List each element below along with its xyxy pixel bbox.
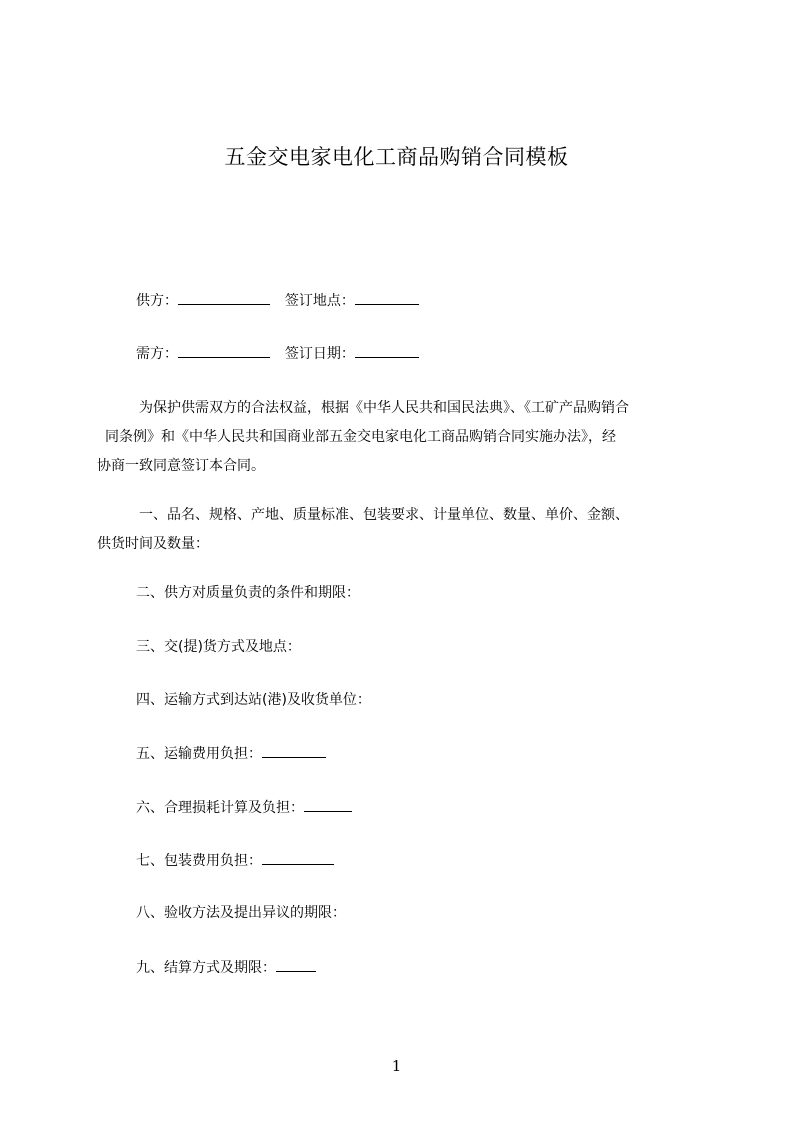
sign-date-blank <box>355 343 419 358</box>
preamble-paragraph <box>97 394 709 481</box>
clause-4-text: 四、运输方式到达站(港)及收货单位： <box>136 692 371 708</box>
supplier-line <box>136 290 419 311</box>
clause-9-blank <box>276 957 316 972</box>
clause-9 <box>136 957 316 978</box>
buyer-line <box>136 343 419 364</box>
clause-2 <box>136 583 360 603</box>
clause-9-text: 九、结算方式及期限： <box>136 960 276 976</box>
clause-8-text: 八、验收方法及提出异议的期限： <box>136 905 346 921</box>
clause-5-text: 五、运输费用负担： <box>136 746 262 762</box>
sign-place-label: 签订地点： <box>284 293 355 309</box>
clause-4 <box>136 690 371 710</box>
clause-7 <box>136 850 334 871</box>
clause-3 <box>136 637 301 657</box>
clause-6-blank <box>304 797 352 812</box>
clause-6-text: 六、合理损耗计算及负担： <box>136 800 304 816</box>
preamble-line-3: 协商一致同意签订本合同。 <box>97 458 265 474</box>
sign-place-blank <box>355 290 419 305</box>
clause-6 <box>136 797 352 818</box>
sign-date-label: 签订日期： <box>284 346 355 362</box>
clause-5 <box>136 743 326 764</box>
clause-2-text: 二、供方对质量负责的条件和期限： <box>136 585 360 601</box>
clause-8 <box>136 903 346 923</box>
supplier-blank <box>178 290 270 305</box>
clause-1-line-1: 一、品名、规格、产地、质量标准、包装要求、计量单位、数量、单价、金额、 <box>139 507 629 523</box>
clause-3-text: 三、交(提)货方式及地点： <box>136 639 301 655</box>
supplier-label: 供方： <box>136 293 178 309</box>
buyer-blank <box>178 343 270 358</box>
clause-5-blank <box>262 743 326 758</box>
buyer-label: 需方： <box>136 346 178 362</box>
clause-7-blank <box>262 850 334 865</box>
document-title: 五金交电家电化工商品购销合同模板 <box>224 145 569 169</box>
preamble-line-1: 为保护供需双方的合法权益，根据《中华人民共和国民法典》、《工矿产品购销合 <box>139 400 629 416</box>
page-number: 1 <box>391 1057 402 1075</box>
clause-1 <box>97 501 709 559</box>
preamble-line-2: 同条例》和《中华人民共和国商业部五金交电家电化工商品购销合同实施办法》，经 <box>105 429 616 445</box>
clause-1-line-2: 供货时间及数量： <box>97 536 209 552</box>
clause-7-text: 七、包装费用负担： <box>136 853 262 869</box>
